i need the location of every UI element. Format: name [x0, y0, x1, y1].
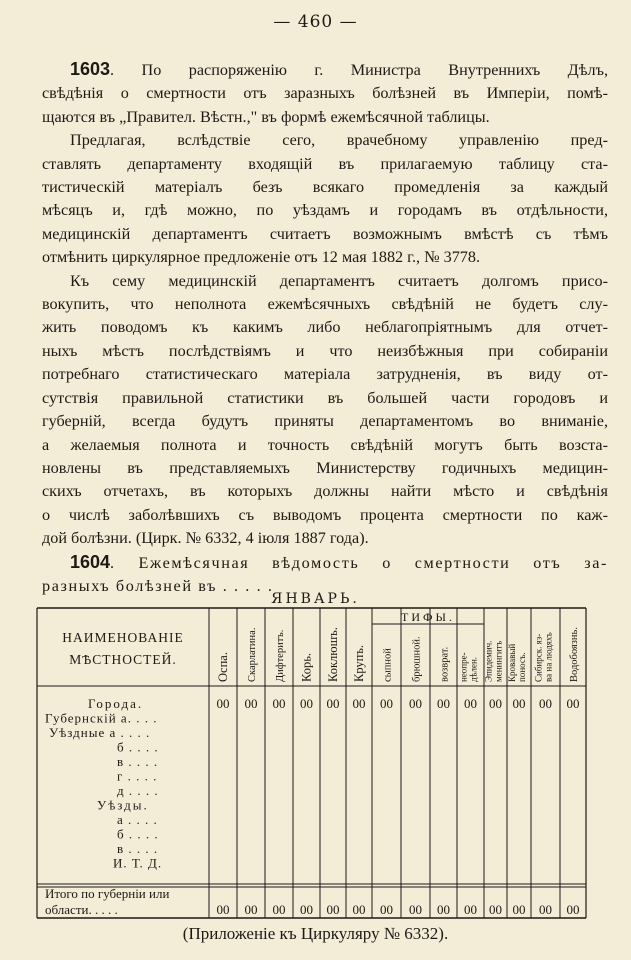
total-value: 00	[216, 902, 230, 917]
text-line: дой болѣзни. (Цирк. № 6332, 4 іюля 1887 года).	[42, 529, 369, 548]
text-line: ныхъ мѣстъ послѣдствіямъ и что неизбѣжныя при собираніи	[42, 341, 608, 360]
column-header: неопре-	[458, 652, 469, 682]
total-value: 00	[272, 902, 286, 917]
column-header: Коклюшъ.	[326, 627, 340, 682]
total-value: 00	[300, 902, 313, 917]
column-header: ва на людяхъ	[543, 632, 554, 682]
column-header: брюшной.	[411, 636, 423, 682]
cell-value: 00	[539, 696, 552, 711]
total-value: 00	[437, 902, 450, 917]
column-header: Крупъ.	[352, 645, 366, 682]
column-header: Сибирск. яз-	[533, 633, 544, 682]
column-header: поносъ.	[517, 652, 527, 682]
text-line: щаются въ „Правител. Вѣстн.," въ формѣ ежемѣсячной таблицы.	[42, 107, 490, 126]
cell-value: 00	[244, 696, 258, 711]
article-number: 1604	[70, 551, 111, 572]
cell-value: 00	[300, 696, 313, 711]
cell-value: 00	[489, 696, 502, 711]
text-line: мѣсяцъ и, гдѣ можно, по уѣздамъ и городамъ въ отдѣльности,	[42, 201, 608, 220]
total-value: 00	[244, 902, 258, 917]
page-number: — 460 —	[273, 12, 358, 32]
row-label: б . . . .	[117, 826, 159, 842]
column-header: Дифтеритъ.	[275, 629, 286, 682]
row-label: а . . . .	[117, 812, 158, 827]
column-header: Оспа.	[216, 652, 230, 682]
total-value: 00	[489, 902, 502, 917]
text-line: вокупить, что неполнота ежемѣсячныхъ свѣдѣній не будетъ слу-	[42, 295, 608, 314]
locality-header: НАИМЕНОВАНІЕ	[62, 630, 184, 645]
row-label: б . . . .	[117, 739, 159, 755]
text-line: тистическій матеріалъ безъ всякаго промедленія за каждый	[42, 178, 608, 197]
row-label: г . . . .	[117, 768, 158, 784]
article-number: 1603	[70, 59, 111, 79]
text-line: новлены въ представляемыхъ Министерству годичныхъ медицин-	[42, 458, 608, 477]
cell-value: 00	[216, 696, 230, 711]
total-value: 00	[409, 902, 422, 917]
column-header: Корь.	[299, 652, 314, 682]
table-month-label: ЯНВАРЬ.	[271, 591, 360, 607]
text-line: отмѣнить циркулярное предложеніе отъ 12 мая 1882 г., № 3778.	[42, 248, 481, 267]
cell-value: 00	[272, 696, 286, 711]
text-line: о числѣ заболѣвшихъ съ выводомъ процента смертности по каж-	[42, 505, 608, 524]
row-label: д . . . .	[117, 783, 159, 798]
paragraph-1604-line: разныхъ болѣзней въ . . . . .	[42, 576, 274, 595]
text-line: медицинскій департаментъ считаетъ возможнымъ вмѣстѣ съ тѣмъ	[42, 224, 608, 243]
row-label: в . . . .	[117, 841, 159, 856]
text-line: сутствія правильной статистики въ большей части городовъ и	[42, 388, 608, 407]
text-line: ставлять департаменту входящій въ прилагаемую таблицу ста-	[42, 154, 608, 173]
column-header: Скарлатина.	[247, 627, 258, 682]
row-label: Губернскій а. . . .	[45, 710, 158, 726]
total-value: 00	[380, 902, 393, 917]
total-value: 00	[566, 902, 580, 917]
total-value: 00	[512, 902, 526, 917]
cell-value: 00	[437, 696, 450, 711]
column-header: Эпидемич.	[483, 640, 494, 682]
text-span: . По распоряженію г. Министра Внутреннихъ Дѣлъ,	[110, 61, 608, 79]
column-header: Кровавый	[507, 643, 517, 682]
column-header: дѣлен.	[468, 656, 479, 682]
total-value: 00	[539, 902, 552, 917]
total-value: 00	[352, 902, 366, 917]
text-line: скихъ отчетахъ, въ которыхъ должны найти мѣсто и свѣдѣнія	[42, 482, 608, 501]
text-line: губерній, всегда будутъ приняты департаментомъ во вниманіе,	[42, 412, 608, 431]
total-label: области. . . . .	[45, 902, 118, 917]
cell-value: 00	[512, 696, 526, 711]
text-line: Предлагая, вслѣдствіе сего, врачебному управленію пред-	[70, 131, 608, 150]
row-label: И. Т. Д.	[113, 855, 163, 871]
text-line: Къ сему медицинскій департаментъ считаетъ долгомъ присо-	[70, 271, 608, 290]
table-caption: (Приложеніе къ Циркуляру № 6332).	[182, 924, 449, 943]
row-label: в . . . .	[117, 754, 159, 769]
column-header: возврат.	[439, 646, 451, 682]
cell-value: 00	[380, 696, 393, 711]
row-label: Уѣзды.	[97, 797, 149, 813]
column-header: Водобоязнь.	[569, 627, 580, 682]
text-line: свѣдѣнія о смертности отъ заразныхъ болѣзней въ Имперіи, помѣ-	[42, 84, 608, 103]
total-value: 00	[326, 902, 340, 917]
text-line: а желаемыя полнота и точность свѣдѣній могутъ быть возста-	[42, 435, 608, 454]
column-header: сыпной	[382, 648, 394, 682]
text-line: потребнаго статистическаго матеріала затрудненія, въ виду от-	[42, 365, 608, 384]
total-label: Итого по губерніи или	[45, 886, 170, 901]
text-span: . Ежемѣсячная вѣдомость о смертности отъ за-	[110, 553, 608, 572]
cell-value: 00	[326, 696, 340, 711]
cell-value: 00	[566, 696, 580, 711]
locality-header: МѢСТНОСТЕЙ.	[69, 652, 177, 667]
total-value: 00	[464, 902, 477, 917]
column-header: менингитъ	[493, 640, 504, 682]
row-label: Уѣздные а . . . .	[49, 725, 151, 740]
row-label: Города.	[88, 696, 144, 711]
cell-value: 00	[352, 696, 366, 711]
cell-value: 00	[409, 696, 422, 711]
text-line: жить поводомъ къ какимъ либо неблагопріятнымъ для отчет-	[42, 318, 608, 337]
typhus-group-label: ТИФЫ.	[401, 610, 455, 624]
cell-value: 00	[464, 696, 477, 711]
